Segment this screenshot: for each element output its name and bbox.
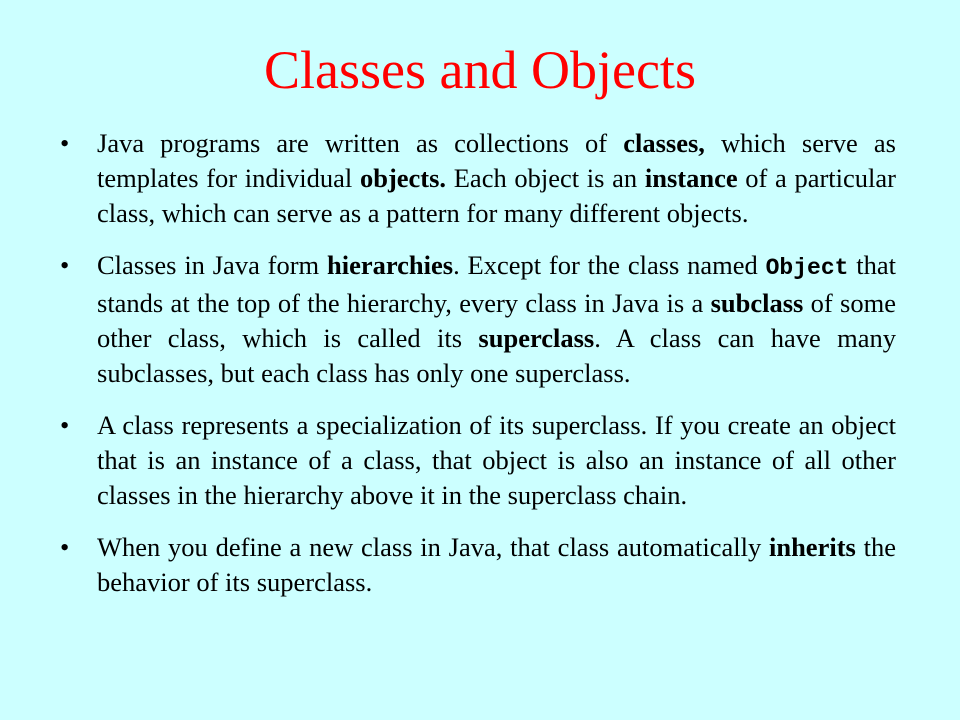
bullet-list bbox=[58, 126, 896, 617]
bullet-text: When you define a new class in Java, that class automatically bbox=[97, 532, 769, 562]
bullet-dot-icon: • bbox=[60, 128, 70, 158]
bullet-text: of a particular class, which can serve as a pattern for many different objects. bbox=[97, 163, 896, 228]
bullet-text: which serve as templates for individual bbox=[97, 128, 896, 193]
term-instance: instance bbox=[644, 163, 738, 193]
term-subclass: subclass bbox=[710, 288, 804, 318]
slide-title: Classes and Objects bbox=[264, 40, 696, 100]
term-classes: classes, bbox=[623, 128, 705, 158]
bullet-dot-icon: • bbox=[60, 532, 70, 562]
term-inherits: inherits bbox=[768, 532, 856, 562]
term-superclass: superclass bbox=[478, 323, 595, 353]
bullet-item-hierarchies bbox=[58, 248, 896, 391]
bullet-text: Each object is an bbox=[446, 163, 645, 193]
bullet-text: Java programs are written as collections of bbox=[97, 128, 624, 158]
bullet-text: of some other class, which is called its bbox=[97, 288, 896, 353]
bullet-text: the behavior of its superclass. bbox=[97, 532, 896, 597]
bullet-text: . A class can have many subclasses, but each class has only one superclass. bbox=[97, 323, 896, 388]
code-object-class: Object bbox=[765, 255, 849, 281]
bullet-text: Classes in Java form bbox=[97, 250, 327, 280]
bullet-dot-icon: • bbox=[60, 410, 70, 440]
bullet-text: that stands at the top of the hierarchy, every class in Java is a bbox=[97, 250, 896, 318]
bullet-text: . Except for the class named bbox=[453, 250, 766, 280]
bullet-dot-icon: • bbox=[60, 250, 70, 280]
term-hierarchies: hierarchies bbox=[326, 250, 454, 280]
bullet-text: A class represents a specialization of its superclass. If you create an object that is an instance of a class, that object is also an instance of all other classes in the hierarchy above it in the superclass chain. bbox=[97, 410, 896, 510]
bullet-item-specialization bbox=[58, 408, 896, 513]
term-objects: objects. bbox=[359, 163, 447, 193]
bullet-item-inheritance bbox=[58, 530, 896, 600]
bullet-item-classes-objects bbox=[58, 126, 896, 231]
